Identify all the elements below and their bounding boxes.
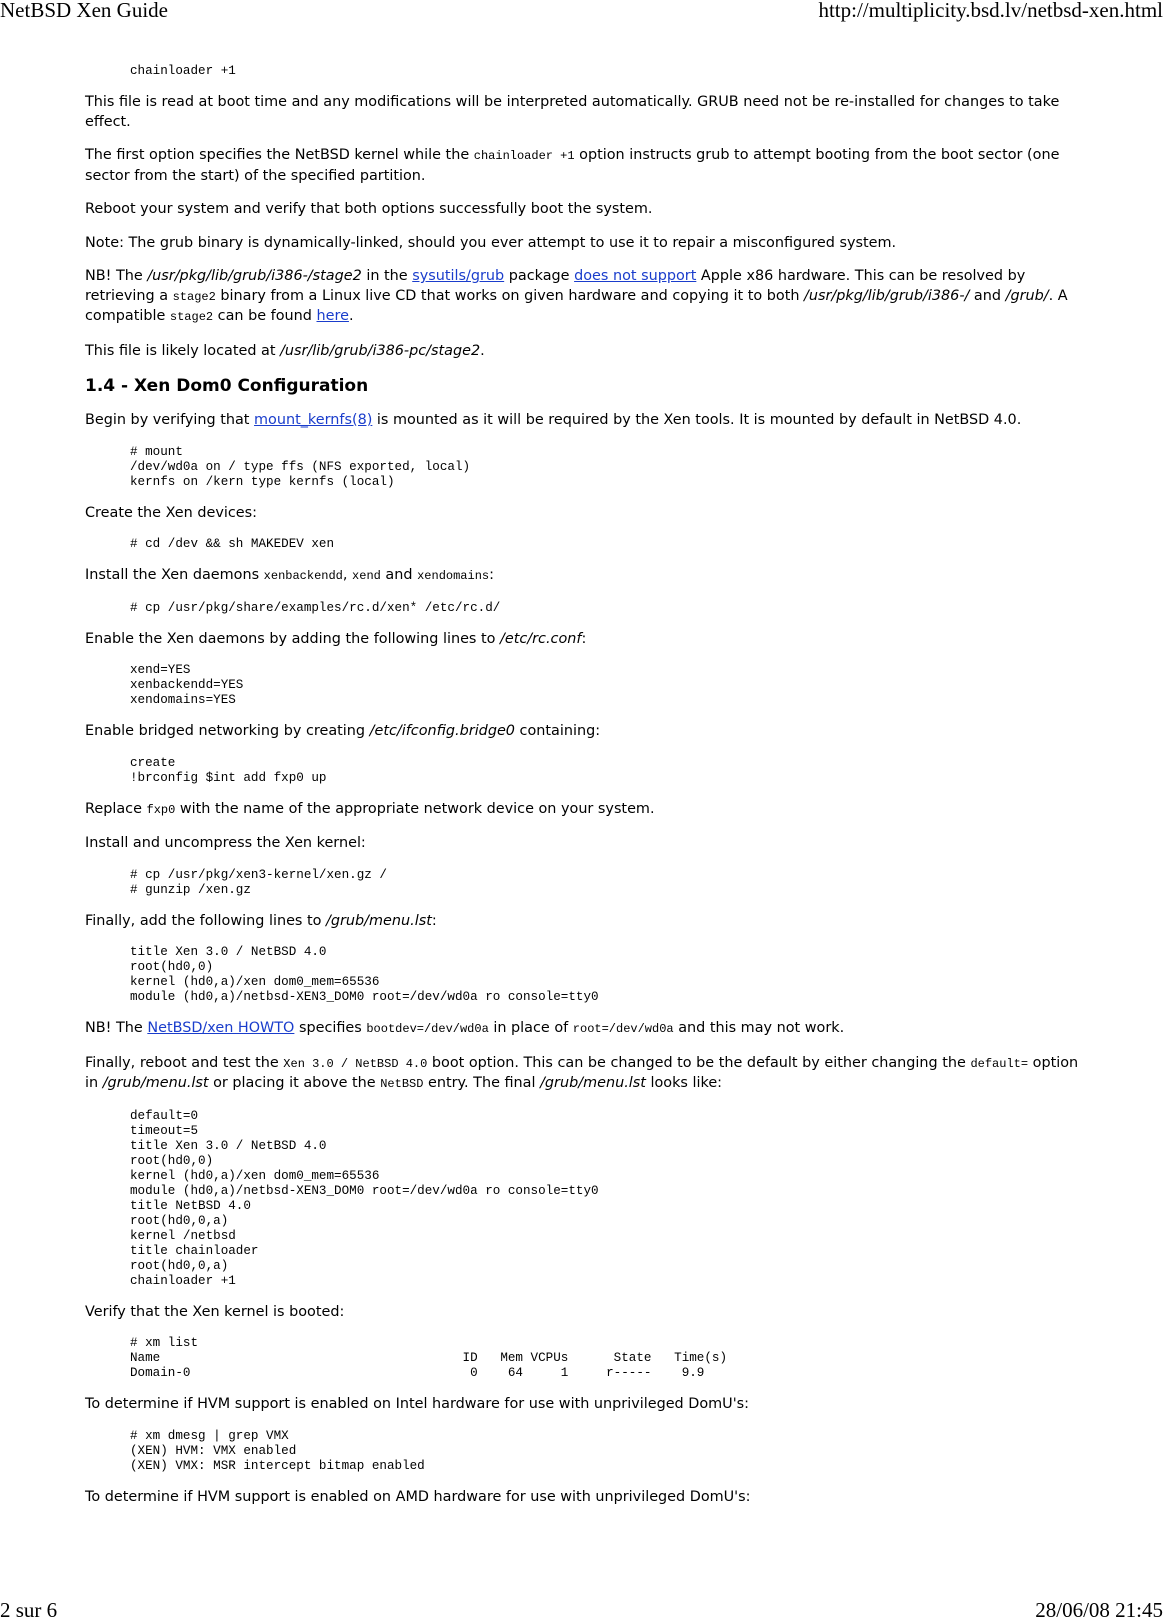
paragraph-read-at-boot: This file is read at boot time and any modifications will be interpreted automatically. GRUB need not be re-installed for changes to take effect. xyxy=(85,94,1060,130)
inline-code: stage2 xyxy=(172,289,216,304)
inline-code: default= xyxy=(970,1056,1029,1071)
path-text: /usr/lib/grub/i386-pc/stage2 xyxy=(280,342,481,359)
document-body xyxy=(85,64,1085,1521)
paragraph-nb-stage2: NB! The /usr/pkg/lib/grub/i386-/stage2 in the sysutils/grub package does not support Apple x86 hardware. This can be resolved by retrieving a stage2 binary from a Linux live CD that works on given hardware and copying it to both /usr/pkg/lib/grub/i386-/ and /grub/. A compatible stage2 can be found here. xyxy=(85,268,1068,324)
path-text: /usr/pkg/lib/grub/i386-/stage2 xyxy=(147,268,362,284)
paragraph-reboot: Reboot your system and verify that both options successfully boot the system. xyxy=(85,201,653,217)
code-xm-list: # xm list Name ID Mem VCPUs State Time(s) Domain-0 0 64 1 r----- 9.9 xyxy=(130,1336,728,1380)
code-mount: # mount /dev/wd0a on / type ffs (NFS exported, local) kernfs on /kern type kernfs (local) xyxy=(130,444,471,489)
paragraph-replace: Replace fxp0 with the name of the appropriate network device on your system. xyxy=(85,800,655,817)
path-text: /grub/menu.lst xyxy=(102,1075,209,1091)
path-text: /grub/ xyxy=(1005,287,1049,304)
code-bridge: create !brconfig $int add fxp0 up xyxy=(130,755,327,785)
paragraph-install-daemons: Install the Xen daemons xenbackendd, xend and xendomains: xyxy=(85,567,494,583)
code-vmx: # xm dmesg | grep VMX (XEN) HVM: VMX enabled (XEN) VMX: MSR intercept bitmap enabled xyxy=(130,1428,425,1473)
page-number: 2 sur 6 xyxy=(0,1598,58,1622)
paragraph-first-option: The first option specifies the NetBSD kernel while the chainloader +1 option instructs grub to attempt booting from the boot sector (one sector from the start) of the specified partition. xyxy=(85,147,1060,184)
link-sysutils-grub[interactable]: sysutils/grub xyxy=(412,268,505,284)
paragraph-finally-reboot: Finally, reboot and test the Xen 3.0 / NetBSD 4.0 boot option. This can be changed to be the default by either changing the default= option in /grub/menu.lst or placing it above the NetBSD entry. The final /grub/menu.lst looks like: xyxy=(85,1054,1079,1091)
page-title: NetBSD Xen Guide xyxy=(0,0,168,22)
inline-code: xend xyxy=(352,569,381,583)
paragraph-create-devices: Create the Xen devices: xyxy=(85,504,257,521)
path-text: /etc/rc.conf xyxy=(500,630,582,647)
print-datetime: 28/06/08 21:45 xyxy=(1035,1598,1163,1622)
inline-code: NetBSD xyxy=(380,1077,424,1091)
link-mount-kernfs[interactable]: mount_kernfs(8) xyxy=(254,412,373,428)
code-menu-entry: title Xen 3.0 / NetBSD 4.0 root(hd0,0) kernel (hd0,a)/xen dom0_mem=65536 module (hd0,a)/netbsd-XEN3_DOM0 root=/dev/wd0a ro console=tty0 xyxy=(130,945,599,1004)
inline-code: bootdev=/dev/wd0a xyxy=(366,1022,489,1036)
inline-code: stage2 xyxy=(169,310,214,324)
paragraph-note: Note: The grub binary is dynamically-linked, should you ever attempt to use it to repair a misconfigured system. xyxy=(85,234,897,251)
paragraph-begin: Begin by verifying that mount_kernfs(8) is mounted as it will be required by the Xen tools. It is mounted by default in NetBSD 4.0. xyxy=(85,412,1022,428)
path-text: /grub/menu.lst xyxy=(540,1075,646,1091)
code-rcconf: xend=YES xenbackendd=YES xendomains=YES xyxy=(130,663,244,707)
inline-code: fxp0 xyxy=(146,802,176,817)
path-text: /usr/pkg/lib/grub/i386-/ xyxy=(804,287,970,304)
paragraph-nb-howto: NB! The NetBSD/xen HOWTO specifies bootdev=/dev/wd0a in place of root=/dev/wd0a and this may not work. xyxy=(85,1020,845,1036)
inline-code: xenbackendd xyxy=(263,569,343,583)
paragraph-hvm-intel: To determine if HVM support is enabled on Intel hardware for use with unprivileged DomU's: xyxy=(85,1396,750,1412)
paragraph-finally-add: Finally, add the following lines to /grub/menu.lst: xyxy=(85,912,437,929)
link-does-not-support[interactable]: does not support xyxy=(574,268,697,284)
code-cp-rc: # cp /usr/pkg/share/examples/rc.d/xen* /etc/rc.d/ xyxy=(130,600,501,615)
paragraph-bridged: Enable bridged networking by creating /etc/ifconfig.bridge0 containing: xyxy=(85,723,601,739)
link-here[interactable]: here xyxy=(316,308,349,324)
paragraph-likely-located: This file is likely located at /usr/lib/grub/i386-pc/stage2. xyxy=(85,342,485,359)
inline-code: root=/dev/wd0a xyxy=(572,1022,674,1036)
path-text: /etc/ifconfig.bridge0 xyxy=(369,723,515,739)
paragraph-enable-daemons: Enable the Xen daemons by adding the following lines to /etc/rc.conf: xyxy=(85,630,587,647)
code-chainloader: chainloader +1 xyxy=(130,64,236,78)
paragraph-install-kernel: Install and uncompress the Xen kernel: xyxy=(85,835,366,851)
paragraph-verify-booted: Verify that the Xen kernel is booted: xyxy=(85,1303,345,1320)
code-final-menu: default=0 timeout=5 title Xen 3.0 / NetBSD 4.0 root(hd0,0) kernel (hd0,a)/xen dom0_mem=65536 module (hd0,a)/netbsd-XEN3_DOM0 root=/dev/wd0a ro console=tty0 title NetBSD 4.0 root(hd0,0,a) kernel /netbsd title chainloader root(hd0,0,a) chainloader +1 xyxy=(130,1108,599,1288)
inline-code: xendomains xyxy=(417,569,490,583)
print-footer xyxy=(0,1600,1163,1622)
path-text: /grub/menu.lst xyxy=(326,912,432,929)
code-kernel: # cp /usr/pkg/xen3-kernel/xen.gz / # gunzip /xen.gz xyxy=(130,867,387,897)
print-header xyxy=(0,0,1163,22)
page-url: http://multiplicity.bsd.lv/netbsd-xen.html xyxy=(818,0,1163,22)
link-netbsd-xen-howto[interactable]: NetBSD/xen HOWTO xyxy=(147,1020,295,1036)
paragraph-hvm-amd: To determine if HVM support is enabled on AMD hardware for use with unprivileged DomU's: xyxy=(85,1488,751,1505)
inline-code: Xen 3.0 / NetBSD 4.0 xyxy=(283,1056,428,1071)
code-makedev: # cd /dev && sh MAKEDEV xen xyxy=(130,537,335,551)
inline-code: chainloader +1 xyxy=(473,149,575,163)
section-heading: 1.4 - Xen Dom0 Configuration xyxy=(85,376,369,396)
